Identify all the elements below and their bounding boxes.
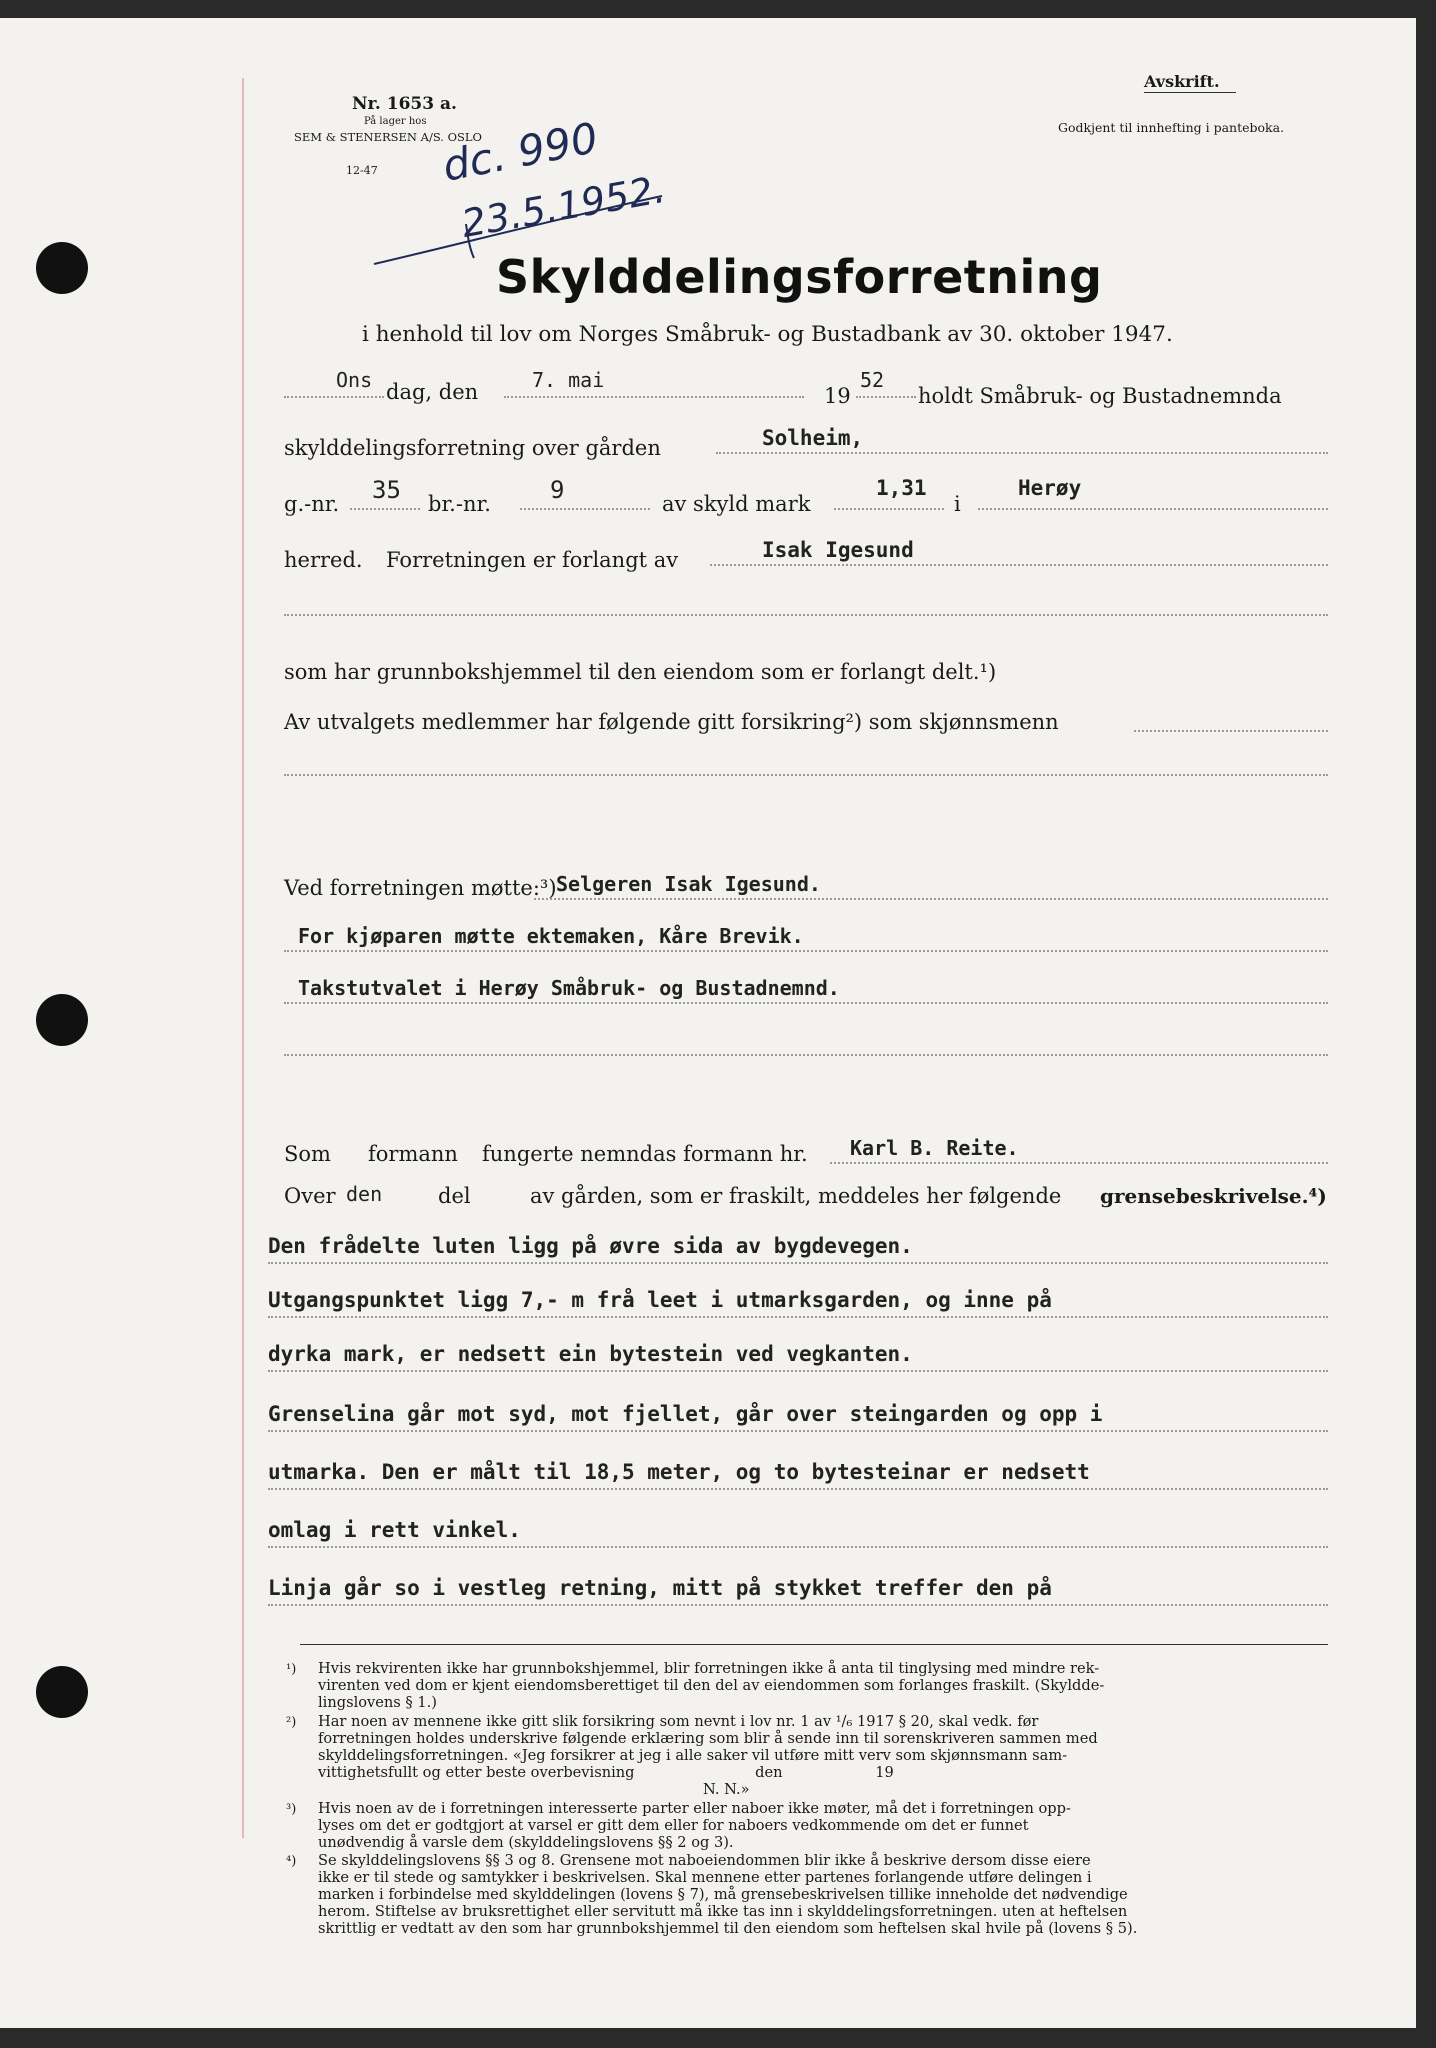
boundary-line: utmarka. Den er målt til 18,5 meter, og to bytesteinar er nedsett [268,1460,1090,1484]
fill-line [520,508,650,510]
footnote-line: vittighetsfullt og etter beste overbevisning den 19 [318,1764,894,1781]
members-text: Av utvalgets medlemmer har følgende gitt forsikring²) som skjønnsmenn [284,710,1059,734]
fill-line [716,452,1328,454]
footnote-line: ikke er til stede og samtykker i beskrivelsen. Skal mennene etter partenes forlangende utføre delingen i [318,1869,1092,1886]
fill-line [268,1604,1328,1606]
copy-underline [1144,92,1236,93]
footnote-line: N. N.» [318,1781,750,1798]
hjemmel-text: som har grunnbokshjemmel til den eiendom som er forlangt delt.¹) [284,660,997,684]
footnote-marker: ¹) [286,1662,297,1677]
approval-note: Godkjent til innhefting i panteboka. [1058,120,1285,135]
over-label: Over [284,1184,336,1208]
gnr-value: 35 [372,476,401,504]
footnote-line: Se skylddelingslovens §§ 3 og 8. Grensene mot naboeiendommen blir ikke å beskrive dersom disse eiere [318,1852,1091,1869]
document-title: Skylddelingsforretning [496,250,1103,304]
fill-line [284,1054,1328,1056]
footnote-line: skylddelingsforretningen. «Jeg forsikrer at jeg i alle saker vil utføre mitt verv som skjønnsmann sam- [318,1747,1068,1764]
attended-line-3: Takstutvalet i Herøy Småbruk- og Bustadnemnd. [298,976,840,1000]
boundary-intro: av gården, som er fraskilt, meddeles her følgende [530,1184,1062,1208]
document-subtitle: i henhold til lov om Norges Småbruk- og Bustadbank av 30. oktober 1947. [362,322,1173,347]
footnote-line: Hvis noen av de i forretningen interesserte parter eller naboer ikke møter, må det i forretningen opp- [318,1800,1071,1817]
year-suffix: 52 [860,368,885,392]
document-page [0,18,1416,2028]
footnote-line: lingslovens § 1.) [318,1694,437,1711]
fill-line [268,1316,1328,1318]
footnote-line: virenten ved dom er kjent eiendomsberettiget til den del av eiendommen som forlanges fraskilt. (Skyldde- [318,1677,1105,1694]
fill-line [284,614,1328,616]
gnr-label: g.-nr. [284,492,340,516]
publisher-name: SEM & STENERSEN A/S. OSLO [294,130,482,144]
fill-line [534,898,1328,900]
farm-name: Solheim, [762,426,864,450]
copy-label: Avskrift. [1144,72,1220,91]
chair-name: Karl B. Reite. [850,1136,1019,1160]
attended-label: Ved forretningen møtte:³) [284,876,557,900]
footnote-rule [300,1644,1328,1645]
chair-label: Som [284,1142,331,1166]
footnote-marker: ⁴) [286,1854,297,1869]
footnote-line: lyses om det er godtgjort at varsel er gitt dem eller for naboers vedkommende om det er funnet [318,1817,1029,1834]
fill-line [350,508,420,510]
date-value: 7. mai [532,368,605,392]
fill-line [856,396,916,398]
bnr-value: 9 [550,476,565,504]
bnr-label: br.-nr. [428,492,491,516]
held-text: holdt Småbruk- og Bustadnemnda [918,384,1282,408]
requested-by: Isak Igesund [762,538,914,562]
footnote-line: herom. Stiftelse av bruksrettighet eller servitutt må ikke tas inn i skylddelingsforretningen. uten at heftelsen [318,1903,1128,1920]
footnote-line: forretningen holdes underskrive følgende erklæring som blir å sende inn til sorenskriveren sammen med [318,1730,1098,1747]
print-code: 12-47 [346,164,378,177]
punch-hole [36,994,88,1046]
attended-line-2: For kjøparen møtte ektemaken, Kåre Brevik. [298,924,804,948]
footnote-line: Hvis rekvirenten ikke har grunnbokshjemmel, blir forretningen ikke å anta til tinglysing med mindre rek- [318,1660,1100,1677]
footnote-line: Har noen av mennene ikke gitt slik forsikring som nevnt i lov nr. 1 av ¹/₆ 1917 § 20, skal vedk. før [318,1713,1039,1730]
over-farm-label: skylddelingsforretning over gården [284,436,661,460]
footnote-marker: ³) [286,1802,297,1817]
fill-line [284,396,384,398]
municipality: Herøy [1018,476,1082,500]
footnote-marker: ²) [286,1715,297,1730]
handwritten-date: 23.5.1952. [458,166,669,246]
fill-line [268,1546,1328,1548]
over-value: den [346,1182,383,1206]
boundary-line: Grenselina går mot syd, mot fjellet, går over steingarden og opp i [268,1402,1103,1426]
skyld-label: av skyld mark [662,492,811,516]
handwritten-doc-number: dc. 990 [438,113,602,191]
fill-line [710,564,1328,566]
fill-line [978,508,1328,510]
chair-text: fungerte nemndas formann hr. [482,1142,808,1166]
fill-line [268,1370,1328,1372]
punch-hole [36,242,88,294]
fill-line [268,1262,1328,1264]
boundary-line: Linja går so i vestleg retning, mitt på stykket treffer den på [268,1576,1052,1600]
boundary-line: Den frådelte luten ligg på øvre sida av bygdevegen. [268,1234,913,1258]
chair-role: formann [368,1142,458,1166]
fill-line [268,1430,1328,1432]
fill-line [830,1162,1328,1164]
year-prefix: 19 [824,384,851,408]
boundary-line: omlag i rett vinkel. [268,1518,521,1542]
margin-rule [242,78,244,1838]
boundary-line: dyrka mark, er nedsett ein bytestein ved vegkanten. [268,1342,913,1366]
skyld-value: 1,31 [876,476,927,500]
form-number: Nr. 1653 a. [352,94,457,114]
fill-line [284,950,1328,952]
fill-line [284,1002,1328,1004]
fill-line [284,774,1328,776]
requested-label: Forretningen er forlangt av [386,548,679,572]
herred-label: herred. [284,548,363,572]
weekday-prefix: Ons [336,368,373,392]
punch-hole [36,1666,88,1718]
fill-line [1134,730,1328,732]
day-label: dag, den [386,380,479,404]
fill-line [504,396,804,398]
fill-line [834,508,944,510]
publisher-line: På lager hos [364,116,427,127]
in-label: i [954,492,961,516]
fill-line [268,1488,1328,1490]
attended-line-1: Selgeren Isak Igesund. [556,872,821,896]
footnote-line: unødvendig å varsle dem (skylddelingslovens §§ 2 og 3). [318,1834,734,1851]
footnote-line: marken i forbindelse med skylddelingen (lovens § 7), må grensebeskrivelsen tillike inneholde det nødvendige [318,1886,1128,1903]
boundary-line: Utgangspunktet ligg 7,- m frå leet i utmarksgarden, og inne på [268,1288,1052,1312]
boundary-heading: grensebeskrivelse.⁴) [1100,1184,1327,1208]
footnote-line: skrittlig er vedtatt av den som har grunnbokshjemmel til den eiendom som heftelsen skal hvile på (lovens § 5). [318,1920,1138,1937]
del-label: del [438,1184,471,1208]
